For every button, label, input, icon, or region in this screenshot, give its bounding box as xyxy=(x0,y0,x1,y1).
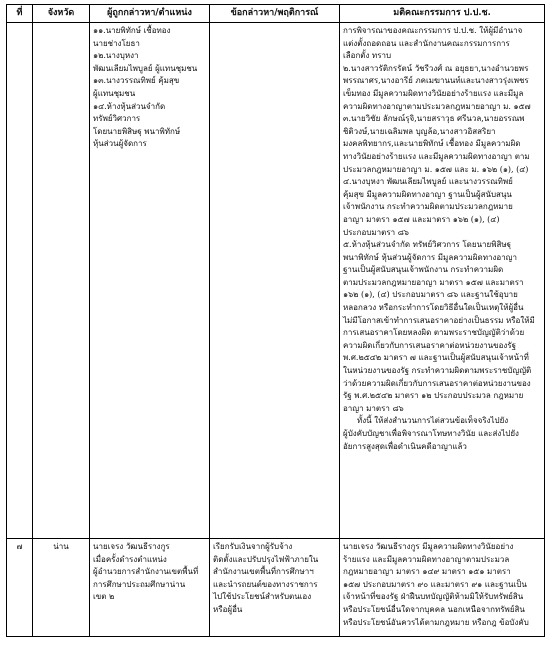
charge-line: และนำรถยนต์ของทางราชการ xyxy=(213,579,318,589)
cell-charge xyxy=(210,23,340,539)
accused-line: การศึกษาประถมศึกษาน่าน xyxy=(93,579,186,589)
cell-resolution xyxy=(340,23,545,539)
resolution-line: แต่งตั้งถอดถอน และสำนักงานคณะกรรมการการ xyxy=(343,38,510,48)
resolution-line: ๔.นางบุหงา พัฒนเลียมไพบูลย์ และนางวรรณทิพย์ xyxy=(343,177,513,187)
accused-line: โดยนายพิสิษฐุ พนาพิทักษ์ xyxy=(93,126,181,136)
cell-accused xyxy=(90,539,210,637)
resolution-line: ความผิดทางอาญาตามประมวลกฎหมายอาญา ม. ๑๕๗ xyxy=(343,101,531,111)
resolution-line: อาญา มาตรา ๘๖ xyxy=(343,403,404,413)
resolution-line: ๑๖๒ (๑), (๔) ประกอบมาตรา ๘๖ และฐานใช้อุบาย xyxy=(343,290,518,300)
header-no: ที่ xyxy=(7,5,33,23)
accused-line: หุ้นส่วนผู้จัดการ xyxy=(93,139,147,149)
resolution-line: ๕.ห้างหุ้นส่วนจำกัด ทรัพย์วิศวการ โดยนายพิสิษฐุ xyxy=(343,240,512,250)
header-province: จังหวัด xyxy=(33,5,90,23)
resolution-line: หรือประโยชน์อื่นใดจากบุคคล นอกเหนือจากทรัพย์สิน xyxy=(343,604,525,614)
header-charge: ข้อกล่าวหา/พฤติการณ์ xyxy=(210,5,340,23)
resolution-line: ทางวินัยอย่างร้ายแรง และมีมูลความผิดทางอาญา ตาม xyxy=(343,151,530,161)
resolution-table xyxy=(6,4,545,637)
cell-charge xyxy=(210,539,340,637)
resolution-line: ๑๕๗ ประกอบมาตรา ๙๐ และมาตรา ๙๑ และฐานเป็น xyxy=(343,579,527,589)
accused-line: ๑๔.ห้างหุ้นส่วนจำกัด xyxy=(93,101,166,111)
resolution-line: การพิจารณาของคณะกรรมการ ป.ป.ช. ให้ผู้มีอำนาจ xyxy=(343,26,523,35)
resolution-line: การเสนอราคาโดยหลงผิด ตามพระราชบัญญัติว่าด้วย xyxy=(343,328,525,338)
resolution-line: เข็มทอง มีมูลความผิดทางวินัยอย่างร้ายแรง และมีมูล xyxy=(343,88,524,98)
resolution-line: ในหน่วยงานของรัฐ กระทำความผิดตามพระราชบัญญัติ xyxy=(343,366,532,376)
resolution-line: ทั้งนี้ ให้ส่งสำนวนการไต่สวนข้อเท็จจริงไปยัง xyxy=(357,416,509,426)
header-accused: ผู้ถูกกล่าวหา/ตำแหน่ง xyxy=(90,5,210,23)
accused-line: ทรัพย์วิศวการ xyxy=(93,114,141,124)
resolution-line: คุ้มสุข มีมูลความผิดทางอาญา ฐานเป็นผู้สนับสนุน xyxy=(343,189,512,199)
resolution-line: ผู้บังคับบัญชาเพื่อพิจารณาโทษทางวินัย และส่งไปยัง xyxy=(343,429,519,438)
cell-province xyxy=(33,23,90,539)
accused-line: พัฒนเลียมไพบูลย์ ผู้แทนชุมชน xyxy=(93,63,198,73)
accused-line: ผู้แทนชุมชน xyxy=(93,88,136,98)
resolution-line: พนาพิทักษ์ หุ้นส่วนผู้จัดการ มีมูลความผิดทางอาญา xyxy=(343,252,517,262)
accused-line: เมื่อครั้งดำรงตำแหน่ง xyxy=(93,554,167,564)
resolution-line: เจ้าพนักงาน กระทำความผิดตามประมวลกฎหมาย xyxy=(343,202,513,212)
resolution-line: ว่าด้วยความผิดเกี่ยวกับการเสนอราคาต่อหน่วยงานของ xyxy=(343,378,531,388)
accused-line: นายเจรง วัฒนธีรางกูร xyxy=(93,542,170,551)
cell-no: ๗ xyxy=(7,539,33,637)
resolution-line: หลอกลวง หรือกระทำการโดยวิธีอื่นใดเป็นเหตุให้ผู้อื่น xyxy=(343,303,524,313)
resolution-line: รัฐ พ.ศ.๒๕๔๒ มาตรา ๑๒ ประกอบประมวล กฎหมาย xyxy=(343,391,524,401)
resolution-line: ไม่มีโอกาสเข้าทำการเสนอราคาอย่างเป็นธรรม หรือให้มี xyxy=(343,315,535,325)
accused-line: ผู้อำนวยการสำนักงานเขตพื้นที่ xyxy=(93,567,199,577)
resolution-line: ความผิดเกี่ยวกับการเสนอราคาต่อหน่วยงานของรัฐ xyxy=(343,340,517,350)
table-row xyxy=(7,23,545,539)
cell-no xyxy=(7,23,33,539)
cell-province: น่าน xyxy=(33,539,90,637)
charge-line: ไปใช้ประโยชน์สำหรับตนเอง xyxy=(213,592,312,602)
charge-line: สำนักงานเขตพื้นที่การศึกษาฯ xyxy=(213,567,314,577)
resolution-line: พรรณาศร,นางอารีย์ ภคเมฆานนท์และนางสาวรุ่งเพชร xyxy=(343,76,529,86)
cell-accused xyxy=(90,23,210,539)
resolution-line: เลือกตั้ง ทราบ xyxy=(343,51,392,61)
accused-line: เขต ๒ xyxy=(93,592,115,602)
resolution-line: กฎหมายอาญา มาตรา ๑๔๙ มาตรา ๑๕๑ มาตรา xyxy=(343,567,511,577)
accused-line: ๑๓.นางวรรณทิพย์ คุ้มสุข xyxy=(93,76,180,86)
resolution-line: ร้ายแรง และมีมูลความผิดทางอาญาตามประมวล xyxy=(343,554,510,564)
charge-line: เรียกรับเงินจากผู้รับจ้าง xyxy=(213,542,293,551)
resolution-line: ๓.นายวิชัย ลักษณ์รุจิ,นายสราวุธ ศรีนวล,นายอรรณพ xyxy=(343,114,525,124)
resolution-line: พ.ศ.๒๕๔๒ มาตรา ๗ และฐานเป็นผู้สนับสนุนเจ้าหน้าที่ xyxy=(343,353,529,363)
cell-resolution xyxy=(340,539,545,637)
resolution-line: ๒.นางสาวรัติกรรัตน์ วัชรีวงศ์ ณ อยุธยา,นางอำนวยพร xyxy=(343,63,529,73)
resolution-line: ฐานเป็นผู้สนับสนุนเจ้าพนักงาน กระทำความผิด xyxy=(343,265,504,275)
resolution-line: เจ้าหน้าที่ของรัฐ ฝ่าฝืนบทบัญญัติห้ามมิให้รับทรัพย์สิน xyxy=(343,592,524,602)
header-resolution: มติคณะกรรมการ ป.ป.ช. xyxy=(340,5,545,23)
table-header-row xyxy=(7,5,545,23)
accused-line: ๑๒.นางบุหงา xyxy=(93,51,139,61)
resolution-line: ประกอบมาตรา ๘๖ xyxy=(343,227,409,237)
accused-line: ๑๑.นายพิทักษ์ เชื้อทอง xyxy=(93,26,171,35)
resolution-line: หรือประโยชน์อันควรได้ตามกฎหมาย หรือกฎ ข้อบังคับ xyxy=(343,617,529,627)
resolution-line: อัยการสูงสุดเพื่อดำเนินคดีอาญาแล้ว xyxy=(343,441,467,451)
table-row xyxy=(7,539,545,637)
charge-line: หรือผู้อื่น xyxy=(213,604,243,614)
accused-line: นายช่างโยธา xyxy=(93,38,140,48)
resolution-line: นายเจรง วัฒนธีรางกูร มีมูลความผิดทางวินัยอย่าง xyxy=(343,542,514,551)
charge-line: ติดตั้งและปรับปรุงไฟฟ้าภายใน xyxy=(213,554,319,564)
resolution-line: ตามประมวลกฎหมายอาญา มาตรา ๑๕๗ และมาตรา xyxy=(343,277,524,287)
resolution-line: ชิติวงษ์,นายเฉลิมพล บุญล้อ,นางสาวอิสสริยา xyxy=(343,126,496,136)
resolution-line: ประมวลกฎหมายอาญา ม. ๑๕๗ และ ม. ๑๖๒ (๑), (๔) xyxy=(343,164,529,174)
resolution-line: มงคลพิทยากร,และนายพิทักษ์ เชื้อทอง มีมูลความผิด xyxy=(343,139,521,149)
resolution-line: อาญา มาตรา ๑๕๗ และมาตรา ๑๖๒ (๑), (๔) xyxy=(343,214,500,224)
